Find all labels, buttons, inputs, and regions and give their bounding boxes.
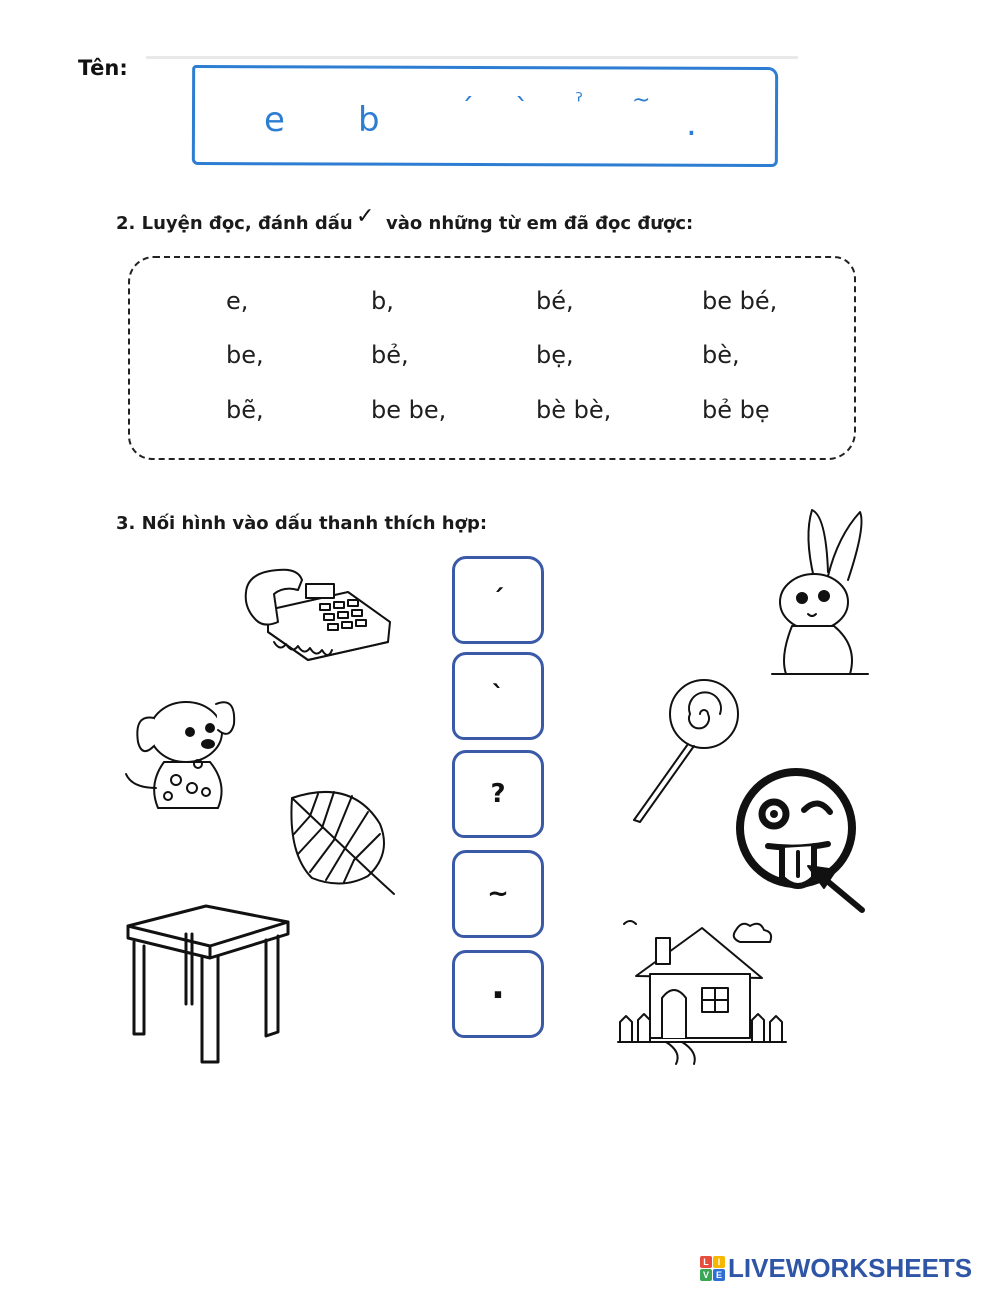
tone-box-huyen[interactable] xyxy=(452,652,544,740)
banner-mark-hoi: ˀ xyxy=(575,90,584,115)
banner-mark-sac: ´ xyxy=(460,92,474,125)
tone-nga: ~ xyxy=(487,879,509,909)
tone-sac: ˊ xyxy=(491,585,505,615)
word[interactable]: bé, xyxy=(536,287,574,315)
telephone-picture[interactable] xyxy=(238,562,394,676)
table-picture[interactable] xyxy=(126,904,290,1066)
check-icon: ✓ xyxy=(356,204,375,229)
lollipop-picture[interactable] xyxy=(630,676,740,824)
tone-box-hoi[interactable] xyxy=(452,750,544,838)
word[interactable]: b, xyxy=(371,287,394,315)
top-divider xyxy=(146,56,798,59)
name-label: Tên: xyxy=(78,56,128,80)
word[interactable]: be be, xyxy=(371,396,447,424)
tongue-emoji-picture[interactable] xyxy=(734,756,868,918)
banner-letter-e: e xyxy=(264,100,285,140)
banner-mark-huyen: ` xyxy=(515,92,529,125)
brand-icon xyxy=(700,1256,725,1281)
word[interactable]: be, xyxy=(226,341,264,369)
tone-box-nang[interactable] xyxy=(452,950,544,1038)
banner-mark-nang: . xyxy=(686,104,697,144)
section2-heading-end: vào những từ em đã đọc được: xyxy=(386,213,694,234)
tone-nang: . xyxy=(491,966,505,1007)
house-picture[interactable] xyxy=(616,916,788,1066)
word[interactable]: be bé, xyxy=(702,287,778,315)
tone-hoi: ? xyxy=(490,779,506,809)
section2-heading-start: 2. Luyện đọc, đánh dấu xyxy=(116,213,353,234)
brand-icon-tile: V xyxy=(700,1269,712,1281)
word[interactable]: bẻ bẹ xyxy=(702,396,770,424)
word[interactable]: bè bè, xyxy=(536,396,612,424)
brand-icon-tile: I xyxy=(713,1256,725,1268)
rabbit-picture[interactable] xyxy=(768,506,868,684)
word[interactable]: bẻ, xyxy=(371,341,409,369)
word[interactable]: bè, xyxy=(702,341,740,369)
banner-letter-b: b xyxy=(358,100,380,140)
leaf-picture[interactable] xyxy=(282,784,402,900)
banner-mark-nga: ~ xyxy=(632,88,651,113)
section3-heading: 3. Nối hình vào dấu thanh thích hợp: xyxy=(116,513,488,534)
tone-huyen: ˋ xyxy=(491,681,505,711)
puppy-picture[interactable] xyxy=(118,684,242,816)
word[interactable]: e, xyxy=(226,287,249,315)
word[interactable]: bẽ, xyxy=(226,396,264,424)
liveworksheets-logo[interactable] xyxy=(700,1253,972,1284)
tone-box-sac[interactable] xyxy=(452,556,544,644)
brand-icon-tile: L xyxy=(700,1256,712,1268)
brand-name: LIVEWORKSHEETS xyxy=(728,1253,973,1283)
brand-icon-tile: E xyxy=(713,1269,725,1281)
word[interactable]: bẹ, xyxy=(536,341,574,369)
tone-box-nga[interactable] xyxy=(452,850,544,938)
